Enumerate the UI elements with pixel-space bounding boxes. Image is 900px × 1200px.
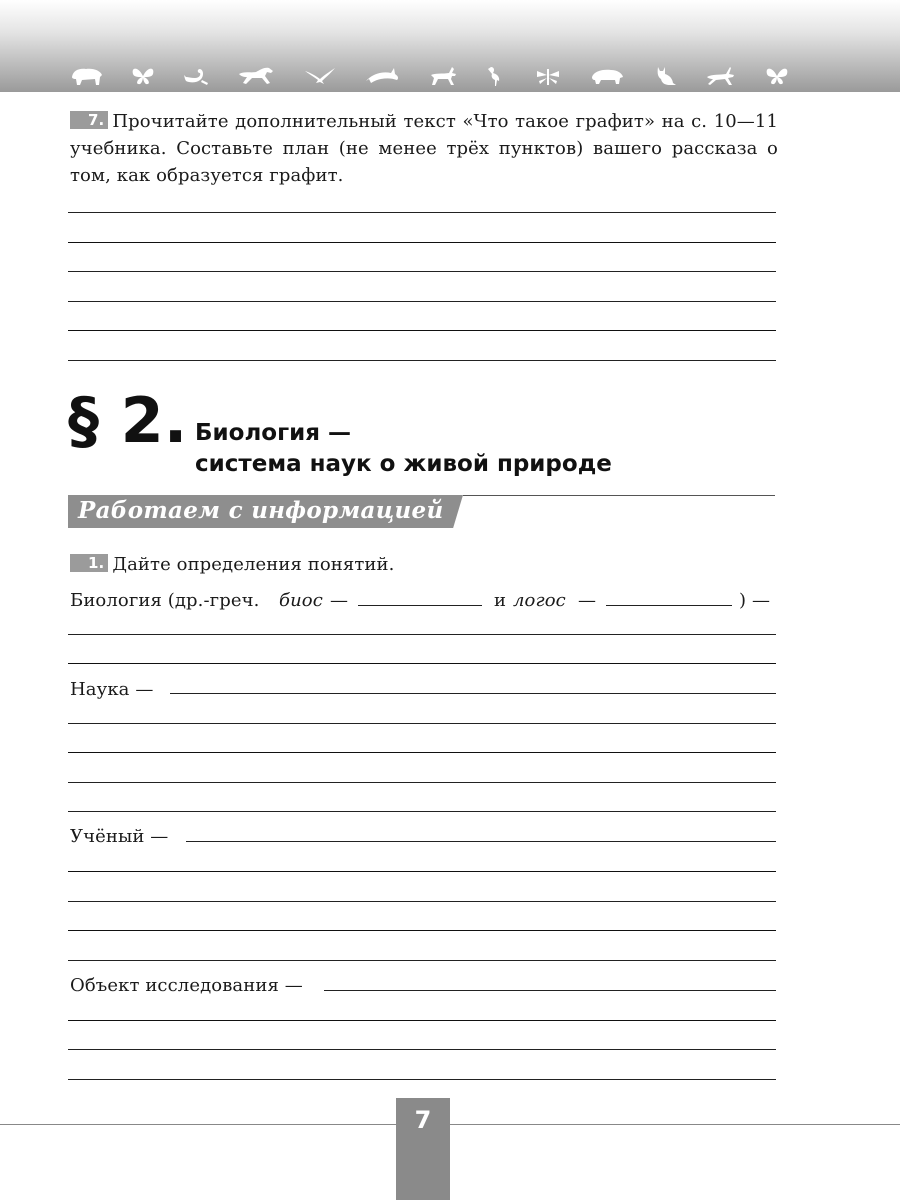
object-blank[interactable] (324, 990, 776, 991)
task-7-paragraph (70, 108, 778, 189)
object-label: Объект исследования — (70, 975, 303, 996)
answer-line[interactable] (68, 634, 776, 635)
biology-prefix: Биология (др.-греч. (70, 590, 260, 611)
deer-icon (427, 65, 459, 87)
answer-line[interactable] (68, 301, 776, 302)
horse-icon (236, 65, 276, 87)
cat-icon (652, 65, 678, 87)
dolphin-icon (363, 65, 401, 87)
butterfly-icon (764, 65, 790, 87)
bird-icon (303, 65, 337, 87)
scientist-label: Учёный — (70, 826, 169, 847)
answer-line[interactable] (68, 212, 776, 213)
answer-line[interactable] (68, 330, 776, 331)
scorpion-icon (182, 65, 210, 87)
task-1-number: 1. (70, 554, 108, 572)
science-blank[interactable] (170, 693, 776, 694)
scientist-blank[interactable] (186, 841, 776, 842)
answer-line[interactable] (68, 871, 776, 872)
task-7-number: 7. (70, 111, 108, 129)
answer-line[interactable] (68, 663, 776, 664)
logos-dash: — (578, 590, 597, 611)
page-number: 7 (414, 1106, 432, 1134)
section-title-line-2: система наук о живой природе (195, 451, 612, 477)
banner-rule (463, 495, 775, 496)
answer-line[interactable] (68, 271, 776, 272)
answer-line[interactable] (68, 811, 776, 812)
answer-line[interactable] (68, 723, 776, 724)
bios-dash: — (330, 590, 349, 611)
science-label: Наука — (70, 679, 154, 700)
task-1-instruction (70, 551, 394, 578)
answer-line[interactable] (68, 782, 776, 783)
answer-line[interactable] (68, 242, 776, 243)
answer-line[interactable] (68, 360, 776, 361)
answer-line[interactable] (68, 930, 776, 931)
bios-blank[interactable] (358, 605, 482, 606)
and-word: и (494, 590, 507, 611)
answer-line[interactable] (68, 1020, 776, 1021)
bios-term: биос (279, 590, 323, 611)
biology-close: ) — (739, 590, 771, 611)
task-1-text: Дайте определения понятий. (112, 554, 395, 575)
answer-line[interactable] (68, 901, 776, 902)
insect-icon (533, 65, 563, 87)
answer-line[interactable] (68, 960, 776, 961)
answer-line[interactable] (68, 1049, 776, 1050)
butterfly-icon (130, 65, 156, 87)
task-7-text: Прочитайте дополнительный текст «Что такое графит» на с. 10—11 учебника. Составьте план (не менее трёх пунктов) вашего рассказа о том, как образуется графит. (70, 111, 778, 186)
footer-rule (0, 1124, 900, 1125)
animal-silhouette-strip (70, 62, 790, 90)
info-banner-text: Работаем с информацией (78, 497, 444, 524)
boar-icon (589, 65, 625, 87)
section-title-line-1: Биология — (195, 420, 352, 446)
logos-term: логос (513, 590, 566, 611)
answer-line[interactable] (68, 1079, 776, 1080)
section-number: § 2. (68, 384, 188, 457)
bison-icon (70, 65, 104, 87)
section-title (195, 418, 612, 480)
logos-blank[interactable] (606, 605, 732, 606)
answer-line[interactable] (68, 752, 776, 753)
antelope-icon (704, 65, 738, 87)
heron-icon (485, 65, 507, 87)
